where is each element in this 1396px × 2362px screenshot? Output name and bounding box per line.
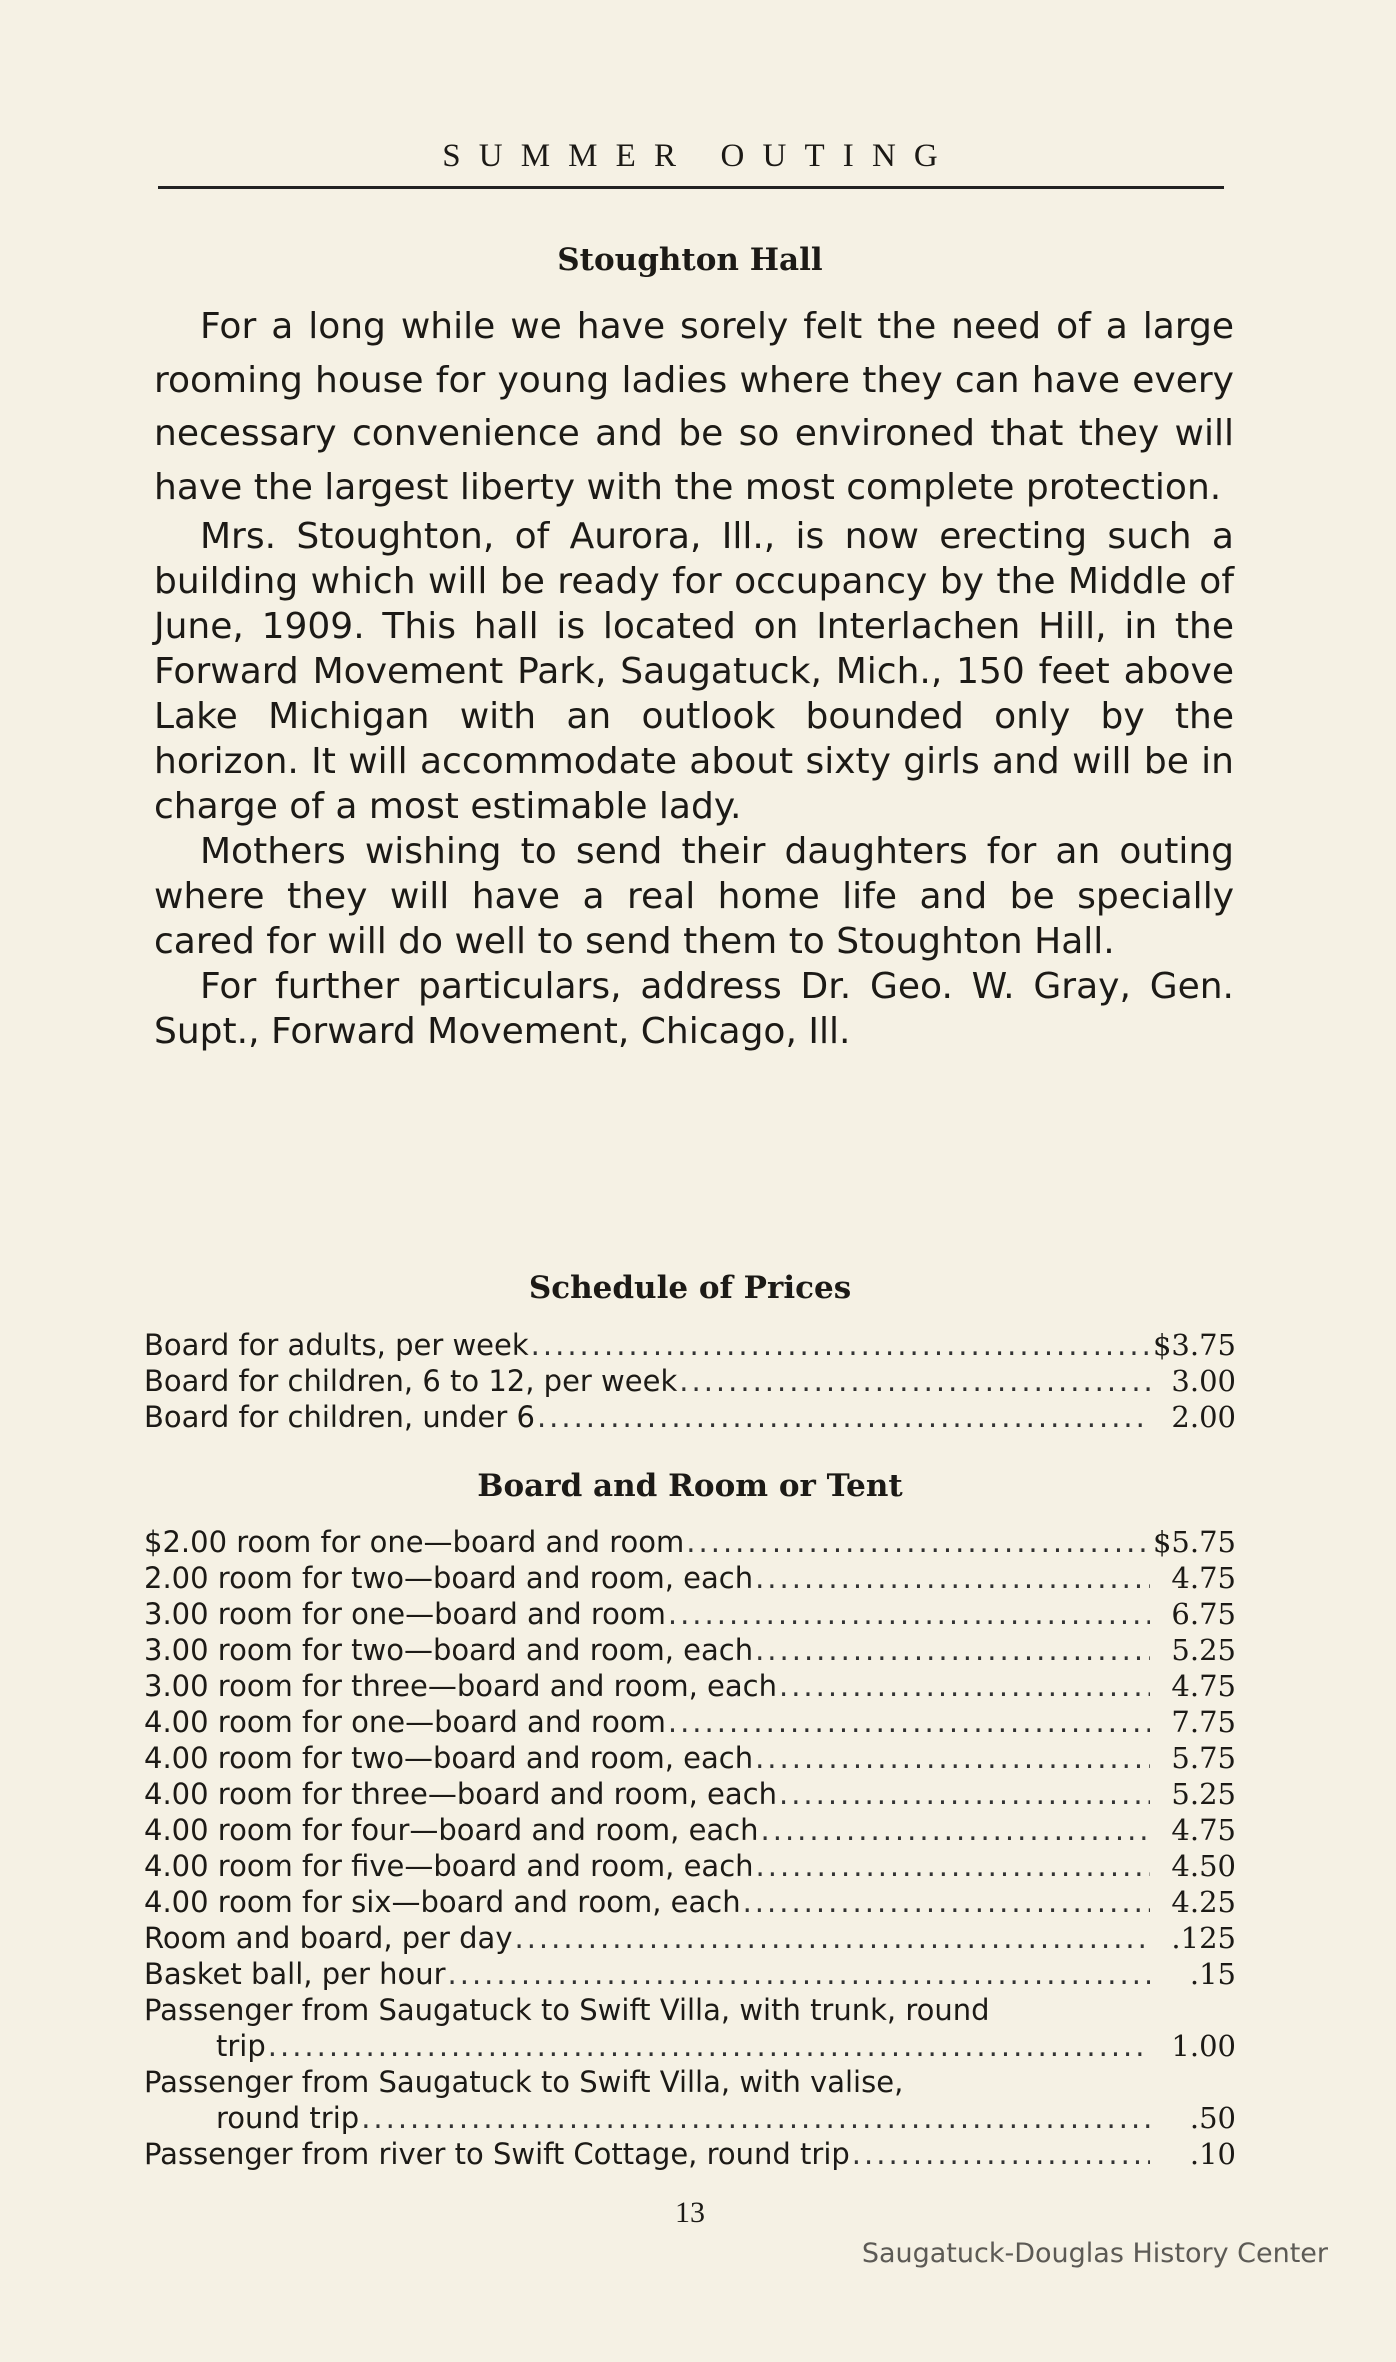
paragraph: For further particulars, address Dr. Geo. W. Gray, Gen. Supt., Forward Movement, Chicago, Ill. bbox=[154, 966, 1234, 1052]
price-value: 1.00 bbox=[1171, 2029, 1236, 2063]
leader-dots bbox=[755, 1632, 1150, 1668]
price-value: 5.25 bbox=[1171, 1777, 1236, 1811]
price-row bbox=[144, 1956, 1236, 1992]
price-label: Room and board, per day bbox=[144, 1921, 513, 1955]
leader-dots bbox=[779, 1668, 1150, 1704]
price-label: 3.00 room for three—board and room, each bbox=[144, 1669, 777, 1703]
price-row bbox=[144, 1776, 1236, 1812]
price-row bbox=[144, 1884, 1236, 1920]
leader-dots bbox=[679, 1363, 1150, 1399]
price-value: 4.25 bbox=[1171, 1885, 1236, 1919]
price-row bbox=[144, 2136, 1236, 2172]
price-value: .50 bbox=[1189, 2101, 1236, 2135]
leader-dots bbox=[755, 1740, 1150, 1776]
price-label: Passenger from Saugatuck to Swift Villa, with trunk, round bbox=[144, 1993, 990, 2027]
price-value: 4.75 bbox=[1171, 1561, 1236, 1595]
running-head: SUMMER OUTING bbox=[442, 138, 956, 174]
price-label: Basket ball, per hour bbox=[144, 1957, 446, 1991]
schedule-price-list bbox=[144, 1327, 1236, 1435]
price-row bbox=[144, 2100, 1236, 2136]
leader-dots bbox=[361, 2100, 1150, 2136]
price-row bbox=[144, 1363, 1236, 1399]
price-value: $3.75 bbox=[1152, 1328, 1236, 1362]
price-label-continuation: round trip bbox=[216, 2101, 360, 2135]
leader-dots bbox=[852, 2136, 1150, 2172]
section-title-board-and-room: Board and Room or Tent bbox=[477, 1468, 903, 1504]
leader-dots bbox=[668, 1704, 1150, 1740]
price-value: .15 bbox=[1189, 1957, 1236, 1991]
price-label: Passenger from river to Swift Cottage, round trip bbox=[144, 2137, 850, 2171]
leader-dots bbox=[755, 1560, 1150, 1596]
price-value: 4.75 bbox=[1171, 1813, 1236, 1847]
leader-dots bbox=[515, 1920, 1151, 1956]
price-row bbox=[144, 1327, 1236, 1363]
price-label: Board for adults, per week bbox=[144, 1328, 529, 1362]
leader-dots bbox=[448, 1956, 1150, 1992]
leader-dots bbox=[268, 2028, 1150, 2064]
leader-dots bbox=[756, 1848, 1150, 1884]
price-row bbox=[144, 1920, 1236, 1956]
price-label: Passenger from Saugatuck to Swift Villa, with valise, bbox=[144, 2065, 904, 2099]
leader-dots bbox=[686, 1524, 1150, 1560]
price-label: 4.00 room for two—board and room, each bbox=[144, 1741, 754, 1775]
price-row bbox=[144, 1668, 1236, 1704]
price-label: 4.00 room for six—board and room, each bbox=[144, 1885, 741, 1919]
stoughton-hall-text bbox=[154, 300, 1234, 1054]
price-row bbox=[144, 1596, 1236, 1632]
price-label: 4.00 room for four—board and room, each bbox=[144, 1813, 759, 1847]
price-label: Board for children, under 6 bbox=[144, 1400, 535, 1434]
price-row bbox=[144, 1812, 1236, 1848]
price-label: 4.00 room for one—board and room bbox=[144, 1705, 666, 1739]
leader-dots bbox=[761, 1812, 1150, 1848]
price-row bbox=[144, 1632, 1236, 1668]
price-row bbox=[144, 1704, 1236, 1740]
price-value: 6.75 bbox=[1171, 1597, 1236, 1631]
price-label: 4.00 room for five—board and room, each bbox=[144, 1849, 754, 1883]
section-title-stoughton-hall: Stoughton Hall bbox=[557, 242, 823, 278]
price-value: 5.75 bbox=[1171, 1741, 1236, 1775]
price-value: 4.50 bbox=[1171, 1849, 1236, 1883]
leader-dots bbox=[743, 1884, 1150, 1920]
price-label-continuation: trip bbox=[216, 2029, 266, 2063]
leader-dots bbox=[531, 1327, 1150, 1363]
leader-dots bbox=[537, 1399, 1150, 1435]
price-label: 3.00 room for one—board and room bbox=[144, 1597, 666, 1631]
page-number: 13 bbox=[675, 2196, 705, 2229]
price-value: 4.75 bbox=[1171, 1669, 1236, 1703]
header-rule bbox=[158, 186, 1224, 189]
price-label: 4.00 room for three—board and room, each bbox=[144, 1777, 777, 1811]
price-label: 2.00 room for two—board and room, each bbox=[144, 1561, 754, 1595]
leader-dots bbox=[668, 1596, 1150, 1632]
leader-dots bbox=[779, 1776, 1150, 1812]
price-value: 7.75 bbox=[1171, 1705, 1236, 1739]
price-value: 5.25 bbox=[1171, 1633, 1236, 1667]
price-label: $2.00 room for one—board and room bbox=[144, 1525, 685, 1559]
price-value: .10 bbox=[1189, 2137, 1236, 2171]
price-row bbox=[144, 1399, 1236, 1435]
watermark: Saugatuck-Douglas History Center bbox=[861, 2238, 1328, 2269]
price-row bbox=[144, 2028, 1236, 2064]
paragraph: Mothers wishing to send their daughters for an outing where they will have a real home life and be specially cared for will do well to send them to Stoughton Hall. bbox=[154, 831, 1234, 962]
price-row bbox=[144, 1524, 1236, 1560]
board-room-price-list bbox=[144, 1524, 1236, 2172]
price-value: 3.00 bbox=[1171, 1364, 1236, 1398]
price-row bbox=[144, 1740, 1236, 1776]
section-title-schedule-of-prices: Schedule of Prices bbox=[528, 1270, 852, 1306]
paragraph: For a long while we have sorely felt the need of a large rooming house for young ladies where they can have every necessary convenience and be so environed that they will have the largest liberty with the most complete protection. bbox=[154, 306, 1234, 508]
price-row-label-line bbox=[144, 1992, 1236, 2028]
price-value: .125 bbox=[1171, 1921, 1236, 1955]
price-value: 2.00 bbox=[1171, 1400, 1236, 1434]
price-label: 3.00 room for two—board and room, each bbox=[144, 1633, 754, 1667]
price-row bbox=[144, 1560, 1236, 1596]
price-row bbox=[144, 1848, 1236, 1884]
price-row-label-line bbox=[144, 2064, 1236, 2100]
price-value: $5.75 bbox=[1152, 1525, 1236, 1559]
paragraph: Mrs. Stoughton, of Aurora, Ill., is now erecting such a building which will be ready for occupancy by the Middle of June, 1909. This hall is located on Interlachen Hill, in the Forward Movement Park, Saugatuck, Mich., 150 feet above Lake Michigan with an outlook bounded only by the horizon. It will accommodate about sixty girls and will be in charge of a most estimable lady. bbox=[154, 516, 1234, 827]
price-label: Board for children, 6 to 12, per week bbox=[144, 1364, 678, 1398]
